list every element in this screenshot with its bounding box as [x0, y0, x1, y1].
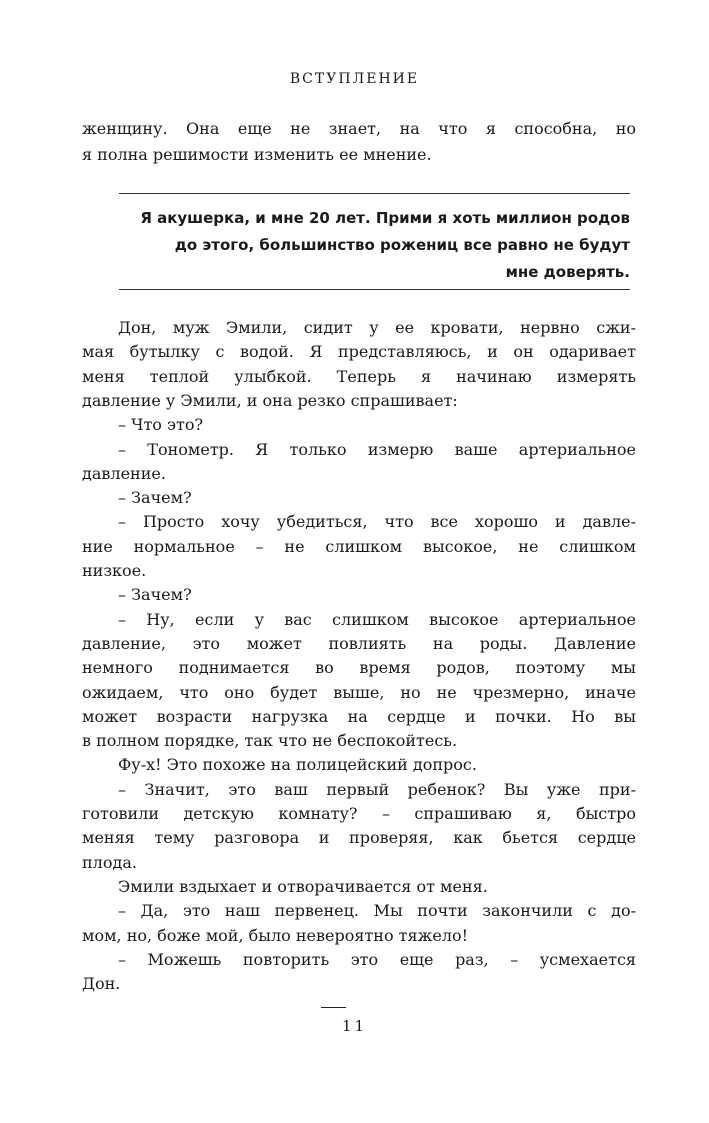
text-line: – Зачем? [118, 488, 192, 508]
text-line: давление у Эмили, и она резко спрашивает: [82, 390, 458, 410]
quote-bottom-rule [119, 289, 630, 290]
text-line: Фу-х! Это похоже на полицейский допрос. [118, 755, 477, 775]
text-line: – Просто хочу убедиться, что все хорошо и давле- [118, 512, 636, 532]
text-line: – Значит, это ваш первый ребенок? Вы уже при- [118, 779, 636, 799]
text-line: Эмили вздыхает и отворачивается от меня. [118, 876, 488, 896]
text-line: давление. [82, 463, 166, 483]
text-line: – Что это? [118, 415, 204, 435]
text-line: немного поднимается во время родов, поэтому мы [82, 658, 636, 678]
text-line: может возрасти нагрузка на сердце и почки. Но вы [82, 706, 636, 726]
text-line: – Тонометр. Я только измерю ваше артериальное [118, 439, 636, 459]
pull-quote-line: мне доверять. [505, 263, 630, 281]
text-line: Дон. [82, 974, 121, 994]
text-line: Дон, муж Эмили, сидит у ее кровати, нервно сжи- [118, 318, 636, 337]
text-line: низкое. [82, 561, 147, 580]
text-line: – Да, это наш первенец. Мы почти закончили с до- [118, 901, 636, 921]
intro-paragraph [82, 117, 636, 169]
text-line: мая бутылку с водой. Я представляюсь, и он одаривает [82, 342, 636, 362]
text-line: давление, это может повлиять на роды. Давление [82, 633, 636, 653]
pull-quote-line: Я акушерка, и мне 20 лет. Прими я хоть миллион родов [140, 209, 630, 227]
text-line: – Можешь повторить это еще раз, – усмехается [118, 949, 636, 969]
text-line: меняя тему разговора и проверяя, как бьется сердце [82, 828, 636, 848]
text-line: мом, но, боже мой, было невероятно тяжело! [82, 925, 469, 945]
folio-rule [321, 1007, 346, 1008]
text-line: – Зачем? [118, 585, 192, 605]
text-line: в полном порядке, так что не беспокойтесь. [82, 731, 458, 751]
text-line: женщину. Она еще не знает, на что я способна, но [82, 119, 636, 138]
running-head: ВСТУПЛЕНИЕ [289, 71, 420, 87]
text-line: готовили детскую комнату? – спрашиваю я, быстро [82, 804, 636, 823]
text-line: плода. [82, 852, 137, 872]
text-line: ожидаем, что оно будет выше, но не чрезмерно, иначе [82, 682, 636, 702]
pull-quote-line: до этого, большинство рожениц все равно не будут [174, 236, 630, 254]
text-line: – Ну, если у вас слишком высокое артериальное [118, 609, 636, 629]
text-line: меня теплой улыбкой. Теперь я начинаю измерять [82, 366, 636, 386]
text-line: ние нормальное – не слишком высокое, не слишком [82, 536, 636, 556]
text-line: я полна решимости изменить ее мнение. [82, 145, 432, 164]
pull-quote [119, 205, 630, 286]
quote-top-rule [119, 193, 630, 194]
page-number: 11 [341, 1017, 368, 1035]
body-text [82, 316, 636, 996]
